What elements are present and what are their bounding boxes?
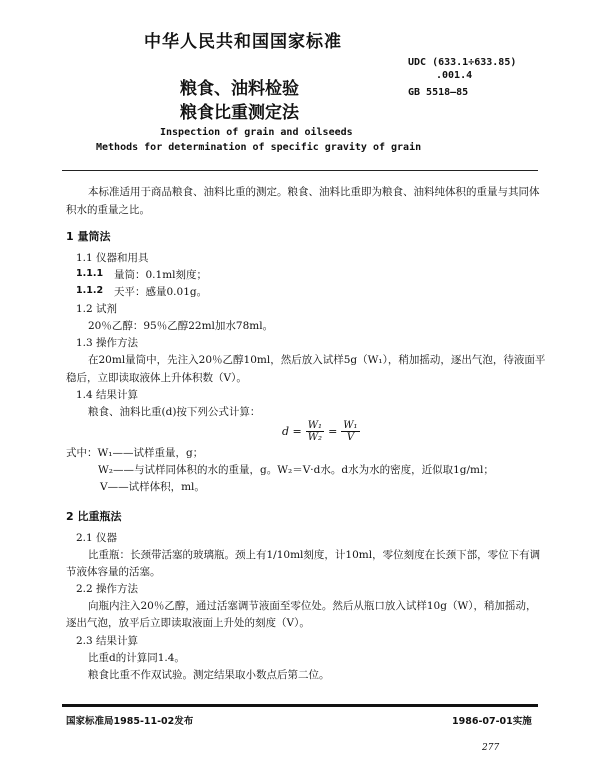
- formula-fraction-1: [306, 420, 324, 443]
- udc-line-1: UDC (633.1÷633.85): [408, 57, 517, 68]
- section-1-1-2-number: 1.1.2: [76, 285, 104, 296]
- section-1-3: 1.3 操作方法: [76, 337, 139, 349]
- op-line-1: 在20ml量筒中，先注入20％乙醇10ml，然后放入试样5g（W₁），稍加摇动，逐出气泡，待液面平: [88, 354, 546, 366]
- where-line-3: V——试样体积，ml。: [100, 481, 205, 493]
- calc2-line-2: 粮食比重不作双试验。测定结果取小数点后第二位。: [88, 669, 330, 681]
- udc-line-2: .001.4: [436, 70, 473, 81]
- where-line-1: 式中：W₁——试样重量，g；: [66, 447, 204, 459]
- issued-date: 国家标准局1985-11-02发布: [66, 716, 194, 727]
- title-line-1: 粮食、油料检验: [180, 79, 299, 99]
- formula-numerator-1: W₁: [307, 420, 323, 431]
- formula-lhs: d =: [282, 425, 302, 438]
- section-1-1-2-text: 天平：感量0.01g。: [114, 286, 208, 298]
- section-1-1-1-text: 量筒：0.1ml刻度；: [114, 269, 208, 281]
- formula-numerator-2: W₁: [343, 420, 358, 431]
- section-2-3: 2.3 结果计算: [76, 635, 139, 647]
- formula-denominator-1: W₂: [307, 432, 323, 443]
- where-line-2: W₂——与试样同体积的水的重量，g。W₂＝V·d水。d水为水的密度，近似取1g/ml；: [98, 464, 494, 476]
- section-1-4: 1.4 结果计算: [76, 389, 139, 401]
- formula: [282, 420, 360, 443]
- gb-number: GB 5518—85: [408, 87, 469, 98]
- intro-line-1: 本标准适用于商品粮食、油料比重的测定。粮食、油料比重即为粮食、油料纯体积的重量与其同体: [88, 186, 540, 198]
- op2-line-1: 向瓶内注入20％乙醇，通过活塞调节液面至零位处。然后从瓶口放入试样10g（W），稍加摇动，: [88, 600, 537, 612]
- page-number: 277: [482, 743, 500, 753]
- reagent-text: 20％乙醇：95％乙醇22ml加水78ml。: [88, 320, 274, 332]
- footer-divider: [62, 704, 538, 707]
- section-1-1: 1.1 仪器和用具: [76, 252, 149, 264]
- calc2-line-1: 比重d的计算同1.4。: [88, 652, 185, 664]
- formula-denominator-2: V: [346, 432, 355, 443]
- standard-title: 中华人民共和国国家标准: [144, 32, 342, 52]
- section-1-1-1-number: 1.1.1: [76, 268, 104, 279]
- english-title-line-2: Methods for determination of specific gravity of grain: [96, 142, 422, 153]
- apparatus-line-1: 比重瓶：长颈带活塞的玻璃瓶。颈上有1/10ml刻度，计10ml，零位刻度在长颈下部，零位下有调: [88, 549, 541, 561]
- section-2-2: 2.2 操作方法: [76, 583, 139, 595]
- section-2-heading: 2 比重瓶法: [66, 510, 122, 523]
- effective-date: 1986-07-01实施: [452, 716, 532, 727]
- udc-code: [408, 56, 516, 82]
- section-1-2: 1.2 试剂: [76, 303, 118, 315]
- calc-intro: 粮食、油料比重(d)按下列公式计算：: [88, 406, 261, 418]
- english-title-line-1: Inspection of grain and oilseeds: [160, 127, 353, 138]
- op2-line-2: 逐出气泡，放平后立即读取液面上升处的刻度（V）。: [66, 617, 310, 629]
- header-divider: [62, 170, 538, 171]
- formula-fraction-2: [341, 420, 359, 443]
- section-2-1: 2.1 仪器: [76, 532, 118, 544]
- apparatus-line-2: 节液体容量的活塞。: [66, 566, 161, 578]
- op-line-2: 稳后，立即读取液体上升体积数（V）。: [66, 372, 247, 384]
- section-1-heading: 1 量筒法: [66, 230, 111, 243]
- formula-equals: =: [328, 425, 338, 438]
- intro-line-2: 积水的重量之比。: [66, 204, 150, 216]
- title-line-2: 粮食比重测定法: [180, 103, 299, 123]
